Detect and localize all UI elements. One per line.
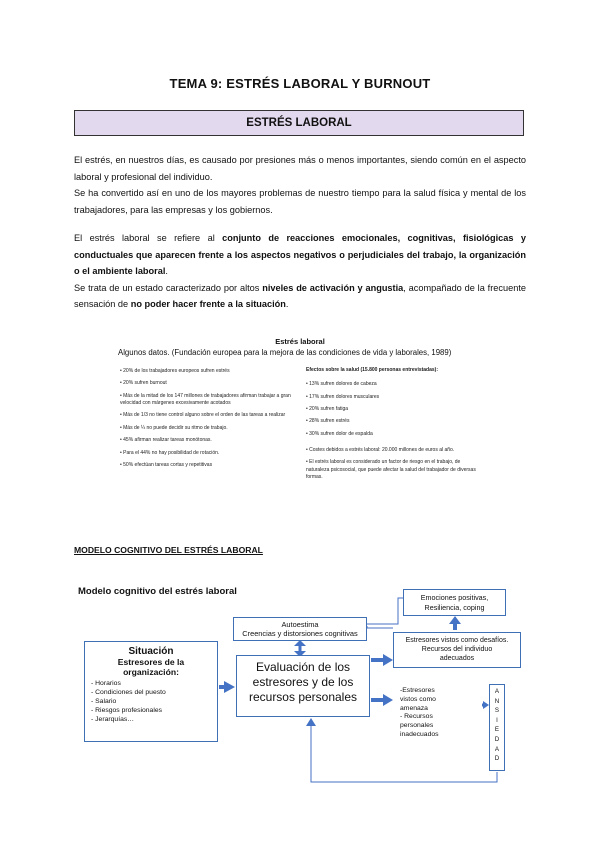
list-item: - Salario <box>91 698 117 705</box>
section-header: ESTRÉS LABORAL <box>74 110 524 136</box>
anxiety-box: A N S I E D A D <box>489 684 505 771</box>
definition-sentence: El estrés laboral se refiere al conjunto de reacciones emocionales, cognitivas, fisiológicas y conductuales que aparecen frente a los aspectos negativos o perjudiciales del trabajo, la organización o el ambiente laboral. <box>74 233 527 276</box>
list-item: • Costes debidos a estrés laboral: 20.000 millones de euros al año. <box>306 446 455 453</box>
slide-title: Estrés laboral <box>275 337 325 346</box>
list-item: • 13% sufren dolores de cabeza <box>306 381 377 388</box>
list-item: • 45% afirman realizar tareas monótonas. <box>120 437 212 444</box>
threat-box: -Estresores vistos como amenaza - Recursos personales inadecuados <box>393 684 482 753</box>
situation-title: Situación <box>128 646 174 657</box>
intro-line-2: Se ha convertido así en uno de los mayores problemas de nuestro tiempo para la salud física y mental de los trabajadores, para las empresas y los gobiernos. <box>74 188 526 215</box>
list-item: • 20% sufren fatiga <box>306 405 349 412</box>
positive-emotions-box: Emociones positivas, Resiliencia, coping <box>403 589 506 616</box>
situation-subtitle: Estresores de la <box>117 657 185 667</box>
list-item: • 30% sufren dolor de espalda <box>306 430 373 437</box>
page-title: TEMA 9: ESTRÉS LABORAL Y BURNOUT <box>169 76 431 91</box>
list-item: • 17% sufren dolores musculares <box>306 393 380 400</box>
diagram-title: Modelo cognitivo del estrés laboral <box>78 586 237 597</box>
definition-bold: conjunto de reacciones emocionales, cognitivas, fisiológicas y conductuales que aparecen frente a los aspectos negativos o perjudiciales del trabajo, la organización o el ambiente laboral <box>74 233 527 276</box>
list-item: - Condiciones del puesto <box>91 689 166 696</box>
evaluation-box: Evaluación de los estresores y de los recursos personales <box>236 655 370 717</box>
situation-box <box>84 641 218 742</box>
list-item: • Más de 1/3 no tiene control alguno sobre el orden de las tareas a realizar <box>120 412 286 419</box>
state-sentence: Se trata de un estado caracterizado por altos niveles de activación y angustia, acompañado de la frecuente sensación de no poder hacer frente a la situación. <box>74 282 526 309</box>
list-item: • Para el 44% no hay posibilidad de rotación. <box>120 449 220 456</box>
list-item: • 28% sufren estrés <box>306 418 350 425</box>
state-bold-2: no poder hacer frente a la situación <box>130 299 286 309</box>
list-item: • El estrés laboral es considerado un factor de riesgo en el trabajo, de naturaleza psicosocial, que puede afectar la salud del trabajador de diversas formas. <box>306 459 476 480</box>
challenges-box: Estresores vistos como desafíos. Recursos del individuo adecuados <box>393 632 521 668</box>
situation-subtitle-2: organización: <box>123 667 179 677</box>
list-item: - Jerarquías… <box>91 716 135 723</box>
health-effects-heading: Efectos sobre la salud (15.800 personas entrevistadas): <box>306 367 438 373</box>
list-item: • Más de la mitad de los 147 millones de trabajadores afirman trabajar a gran velocidad con márgenes excesivamente acotados <box>120 392 291 406</box>
list-item: • 50% efectúan tareas cortas y repetitivas <box>120 461 213 468</box>
state-bold-1: niveles de activación y angustia <box>262 282 404 293</box>
top-right-connector <box>367 626 393 628</box>
top-connector <box>367 598 403 624</box>
list-item: - Horarios <box>91 680 121 687</box>
list-item: - Riesgos profesionales <box>91 707 163 714</box>
self-esteem-box: Autoestima Creencias y distorsiones cognitivas <box>233 617 367 641</box>
intro-line-1: El estrés, en nuestros días, es causado por presiones más o menos importantes, siendo común en el aspecto laboral y profesional del individuo. <box>74 155 526 182</box>
list-item: • 20% sufren burnout <box>120 380 167 387</box>
list-item: • 20% de los trabajadores europeos sufren estrés <box>120 368 230 374</box>
cognitive-model-heading: MODELO COGNITIVO DEL ESTRÉS LABORAL <box>74 545 263 555</box>
slide-subtitle: Algunos datos. (Fundación europea para la mejora de las condiciones de vida y laborales, 1989) <box>118 348 452 357</box>
list-item: • Más de ¼ no puede decidir su ritmo de trabajo. <box>120 424 228 431</box>
